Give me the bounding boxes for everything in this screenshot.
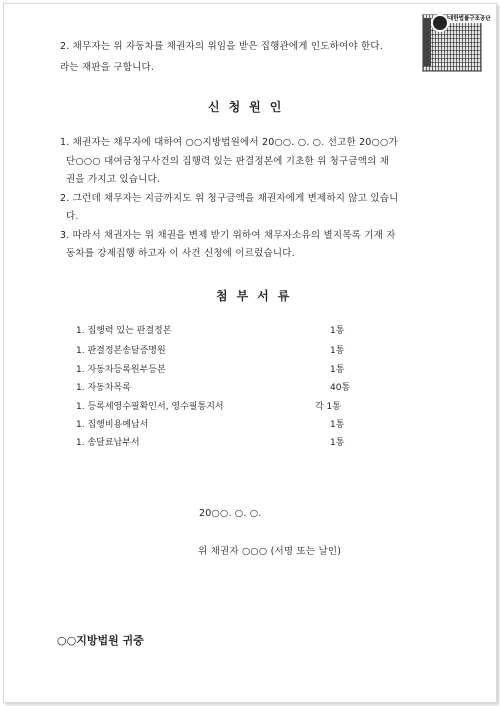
legal-aid-logo-icon: [431, 14, 449, 32]
reason-line: 3. 따라서 채권자는 위 채권을 변제 받기 위하여 채무자소유의 별지목록 기재 자: [60, 230, 396, 241]
qr-side-strip: [423, 18, 431, 66]
reason-line: 동차를 강제집행 하고자 이 사건 신청에 이르렀습니다.: [66, 248, 295, 259]
attachment-label: 1. 자동차등록원부등본: [76, 365, 166, 375]
attachment-qty: 각 1통: [315, 402, 341, 412]
attachment-label: 1. 집행비용예납서: [76, 420, 149, 430]
qr-caption: 대한법률구조공단: [448, 16, 491, 22]
attachment-label: 1. 집행력 있는 판결정본: [76, 326, 172, 336]
reason-line: 단○○○ 대여금청구사건의 집행력 있는 판결정본에 기초한 위 청구금액의 채: [66, 156, 390, 167]
court-addressee: ○○지방법원 귀중: [57, 634, 144, 647]
reasons-heading: 신청원인: [208, 100, 291, 114]
intro-line-2: 라는 재판을 구합니다.: [60, 62, 155, 73]
reason-line: 1. 채권자는 채무자에 대하여 ○○지방법원에서 20○○. ○. ○. 선고한 20○○가: [60, 137, 398, 148]
signature-creditor: 위 채권자 ○○○ (서명 또는 날인): [198, 546, 342, 557]
attachment-label: 1. 자동차목록: [76, 383, 131, 393]
attachment-qty: 1통: [330, 365, 345, 375]
attachments-heading: 첨부서류: [216, 289, 299, 303]
reason-line: 권을 가지고 있습니다.: [66, 174, 161, 185]
signature-date: 20○○. ○. ○.: [199, 508, 262, 519]
attachment-qty: 40통: [330, 383, 351, 393]
attachment-label: 1. 판결정본송달증명원: [76, 346, 166, 356]
reason-line: 다.: [66, 211, 79, 222]
reason-line: 2. 그런데 채무자는 지금까지도 위 청구금액을 채권자에게 변제하지 않고 있습니: [60, 193, 399, 204]
intro-line-1: 2. 채무자는 위 자동차를 채권자의 위임을 받은 집행관에게 인도하여야 한다.: [60, 41, 383, 52]
attachment-qty: 1통: [330, 346, 345, 356]
attachment-qty: 1통: [330, 326, 345, 336]
attachment-label: 1. 등록세영수필확인서, 영수필통지서: [76, 402, 224, 412]
attachment-label: 1. 송달료납부서: [76, 438, 140, 448]
attachment-qty: 1통: [330, 420, 345, 430]
attachment-qty: 1통: [330, 438, 345, 448]
